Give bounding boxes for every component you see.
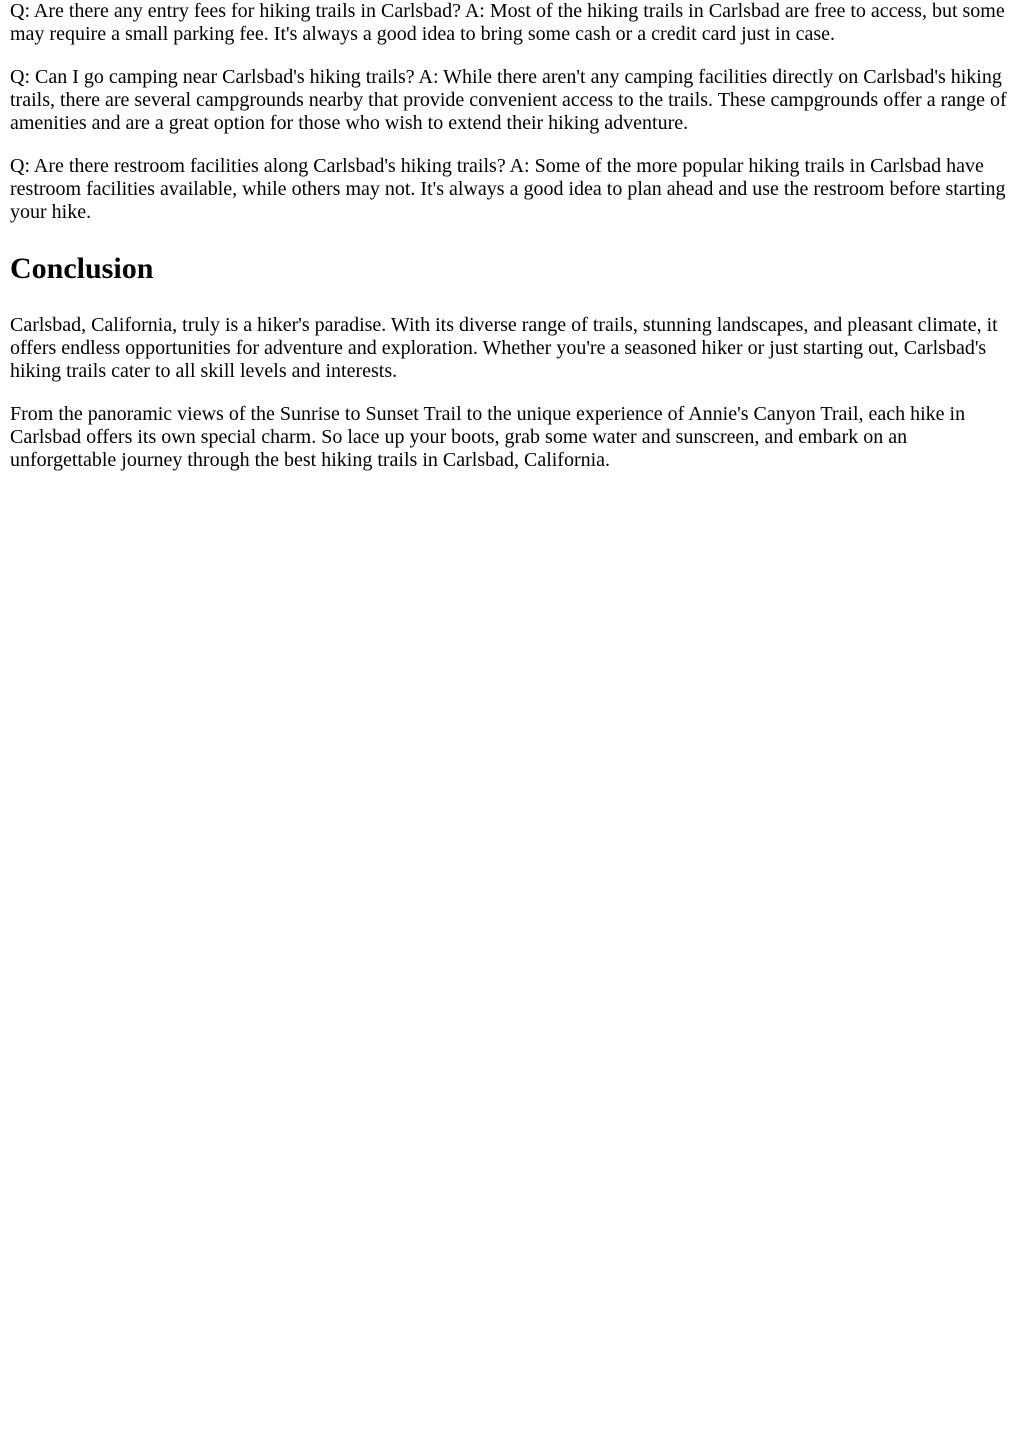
conclusion-paragraph: From the panoramic views of the Sunrise to Sunset Trail to the unique experience of Annie's Canyon Trail, each hike in Carlsbad offers its own special charm. So lace up your boots, grab some water and sunscreen, and embark on an unforgettable journey through the best hiking trails in Carlsbad, California.: [10, 403, 966, 471]
conclusion-section: [10, 252, 1016, 472]
faq-restrooms: Q: Are there restroom facilities along Carlsbad's hiking trails? A: Some of the more popular hiking trails in Carlsbad have restroom facilities available, while others may not. It's always a good idea to plan ahead and use the restroom before starting your hike.: [10, 155, 1006, 223]
conclusion-heading: Conclusion: [10, 252, 154, 285]
faq-camping: Q: Can I go camping near Carlsbad's hiking trails? A: While there aren't any camping facilities directly on Carlsbad's hiking trails, there are several campgrounds nearby that provide convenient access to the trails. These campgrounds offer a range of amenities and are a great option for those who wish to extend their hiking adventure.: [10, 66, 1007, 134]
faq-section: [10, 0, 1016, 224]
conclusion-paragraph: Carlsbad, California, truly is a hiker's paradise. With its diverse range of trails, stunning landscapes, and pleasant climate, it offers endless opportunities for adventure and exploration. Whether you're a seasoned hiker or just starting out, Carlsbad's hiking trails cater to all skill levels and interests.: [10, 314, 998, 382]
faq-entry-fees: Q: Are there any entry fees for hiking trails in Carlsbad? A: Most of the hiking trails in Carlsbad are free to access, but some may require a small parking fee. It's always a good idea to bring some cash or a credit card just in case.: [10, 0, 1005, 45]
article-page: [0, 0, 1024, 472]
